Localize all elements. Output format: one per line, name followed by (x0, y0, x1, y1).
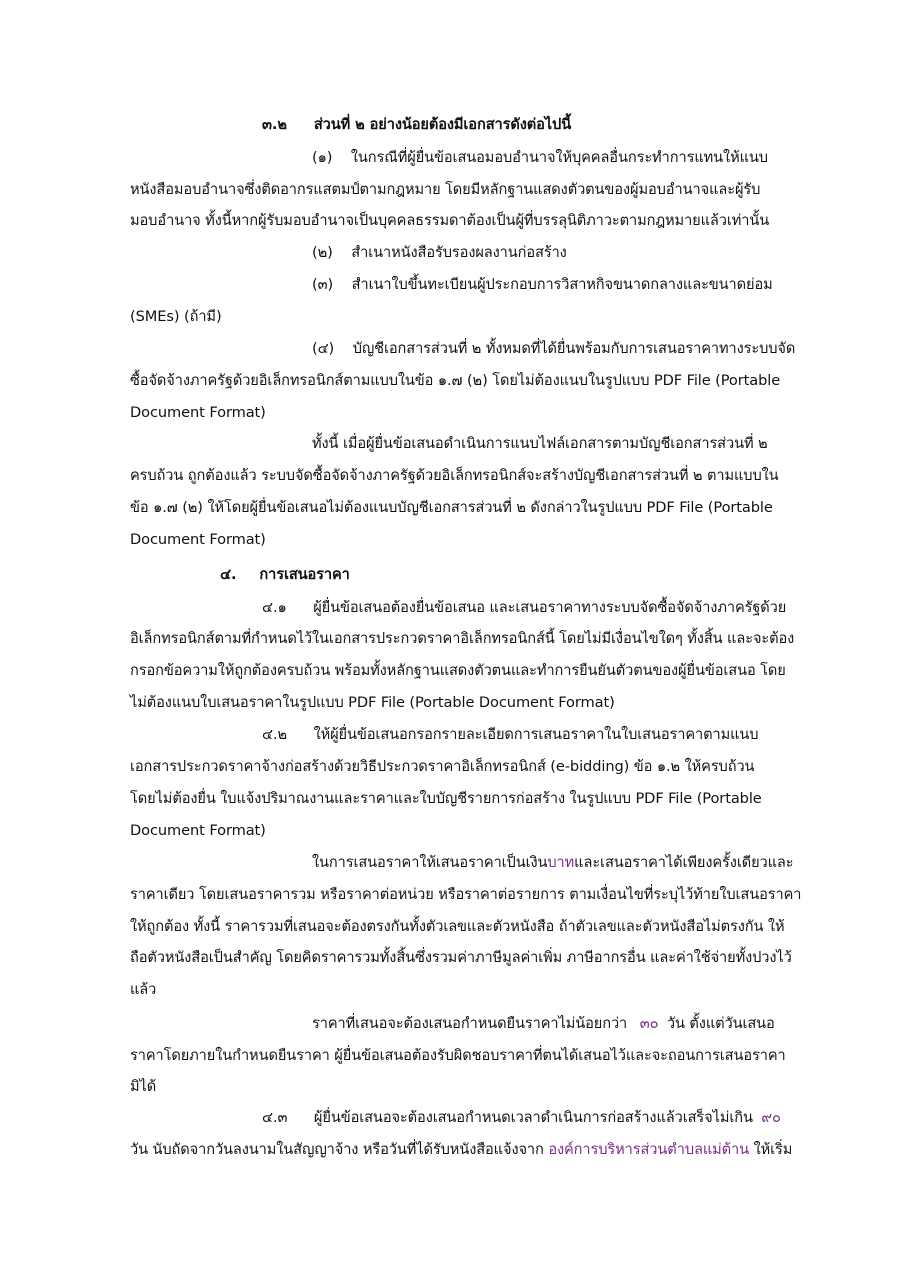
section-title: ส่วนที่ ๒ อย่างน้อยต้องมีเอกสารดังต่อไปนี้ (313, 116, 572, 133)
item-4-line-1: (๔) บัญชีเอกสารส่วนที่ ๒ ทั้งหมดที่ได้ยื่นพร้อมกับการเสนอราคาทางระบบจัด (312, 340, 796, 357)
organization-highlight: องค์การบริหารส่วนตำบลแม่ต้าน (548, 1141, 750, 1158)
note-line-1: ทั้งนี้ เมื่อผู้ยื่นข้อเสนอดำเนินการแนบไฟล์เอกสารตามบัญชีเอกสารส่วนที่ ๒ (312, 435, 768, 452)
para-4-2-line-4: Document Format) (130, 822, 266, 839)
validity-line-2: ราคาโดยภายในกำหนดยืนราคา ผู้ยื่นข้อเสนอต้องรับผิดชอบราคาที่ตนได้เสนอไว้และจะถอนการเสนอราคา (130, 1047, 786, 1064)
validity-line-3: มิได้ (130, 1078, 157, 1095)
item-2: (๒) สำเนาหนังสือรับรองผลงานก่อสร้าง (312, 244, 567, 261)
para-4-3-line-2: วัน นับถัดจากวันลงนามในสัญญาจ้าง หรือวันที่ได้รับหนังสือแจ้งจาก องค์การบริหารส่วนตำบลแม่ต้าน ให้เริ่ม (130, 1141, 793, 1158)
item-3-line-1: (๓) สำเนาใบขึ้นทะเบียนผู้ประกอบการวิสาหกิจขนาดกลางและขนาดย่อม (312, 276, 773, 293)
validity-line-1: ราคาที่เสนอจะต้องเสนอกำหนดยืนราคาไม่น้อยกว่า ๓๐ วัน ตั้งแต่วันเสนอ (312, 1015, 775, 1032)
item-number: (๓) (312, 276, 334, 293)
para-4-2-line-3: โดยไม่ต้องยื่น ใบแจ้งปริมาณงานและราคาและใบบัญชีรายการก่อสร้าง ในรูปแบบ PDF File (Portable (130, 790, 762, 807)
item-4-line-2: ซื้อจัดจ้างภาครัฐด้วยอิเล็กทรอนิกส์ตามแบบในข้อ ๑.๗ (๒) โดยไม่ต้องแนบในรูปแบบ PDF File (Portable (130, 372, 781, 389)
para-4-1-line-1: ๔.๑ ผู้ยื่นข้อเสนอต้องยื่นข้อเสนอ และเสนอราคาทางระบบจัดซื้อจัดจ้างภาครัฐด้วย (262, 599, 787, 616)
para-number: ๔.๑ (262, 599, 287, 616)
section-number: ๓.๒ (262, 116, 287, 133)
item-1-line-1: (๑) ในกรณีที่ผู้ยื่นข้อเสนอมอบอำนาจให้บุคคลอื่นกระทำการแทนให้แนบ (312, 149, 768, 166)
item-number: (๔) (312, 340, 335, 357)
item-1-line-3: มอบอำนาจ ทั้งนี้หากผู้รับมอบอำนาจเป็นบุคคลธรรมดาต้องเป็นผู้ที่บรรลุนิติภาวะตามกฎหมายแล้วเท่านั้น (130, 212, 770, 229)
para-4-2-line-1: ๔.๒ ให้ผู้ยื่นข้อเสนอกรอกรายละเอียดการเสนอราคาในใบเสนอราคาตามแนบ (262, 726, 759, 743)
item-4-line-3: Document Format) (130, 404, 266, 421)
para-4-1-line-4: ไม่ต้องแนบใบเสนอราคาในรูปแบบ PDF File (Portable Document Format) (130, 694, 615, 711)
note-line-2: ครบถ้วน ถูกต้องแล้ว ระบบจัดซื้อจัดจ้างภาครัฐด้วยอิเล็กทรอนิกส์จะสร้างบัญชีเอกสารส่วนที่ ๒ ตามแบบใน (130, 467, 779, 484)
section-heading-3-2 (262, 115, 571, 135)
item-1-line-2: หนังสือมอบอำนาจซึ่งติดอากรแสตมป์ตามกฎหมาย โดยมีหลักฐานแสดงตัวตนของผู้มอบอำนาจและผู้รับ (130, 181, 761, 198)
note-line-3: ข้อ ๑.๗ (๒) ให้โดยผู้ยื่นข้อเสนอไม่ต้องแนบบัญชีเอกสารส่วนที่ ๒ ดังกล่าวในรูปแบบ PDF File (Portable (130, 499, 773, 516)
section-heading-4 (220, 565, 350, 585)
para-4-3-line-1: ๔.๓ ผู้ยื่นข้อเสนอจะต้องเสนอกำหนดเวลาดำเนินการก่อสร้างแล้วเสร็จไม่เกิน ๙๐ (262, 1109, 781, 1126)
section-number: ๔. (220, 566, 237, 583)
validity-days-highlight: ๓๐ (639, 1015, 659, 1032)
para-number: ๔.๒ (262, 726, 288, 743)
section-title: การเสนอราคา (259, 566, 350, 583)
item-3-line-2: (SMEs) (ถ้ามี) (130, 308, 222, 325)
para-4-1-line-3: กรอกข้อความให้ถูกต้องครบถ้วน พร้อมทั้งหลักฐานแสดงตัวตนและทำการยืนยันตัวตนของผู้ยื่นข้อเสนอ โดย (130, 662, 786, 679)
pricing-line-2: ราคาเดียว โดยเสนอราคารวม หรือราคาต่อหน่วย หรือราคาต่อรายการ ตามเงื่อนไขที่ระบุไว้ท้ายใบเสนอราคา (130, 886, 802, 903)
item-number: (๒) (312, 244, 333, 261)
pricing-line-3: ให้ถูกต้อง ทั้งนี้ ราคารวมที่เสนอจะต้องตรงกันทั้งตัวเลขและตัวหนังสือ ถ้าตัวเลขและตัวหนังสือไม่ตรงกัน ให้ (130, 918, 785, 935)
pricing-line-5: แล้ว (130, 981, 157, 998)
currency-highlight: บาท (547, 854, 575, 871)
pricing-line-1: ในการเสนอราคาให้เสนอราคาเป็นเงินบาทและเสนอราคาได้เพียงครั้งเดียวและ (312, 854, 794, 871)
note-line-4: Document Format) (130, 531, 266, 548)
duration-days-highlight: ๙๐ (761, 1109, 781, 1126)
pricing-line-4: ถือตัวหนังสือเป็นสำคัญ โดยคิดราคารวมทั้งสิ้นซึ่งรวมค่าภาษีมูลค่าเพิ่ม ภาษีอากรอื่น และค่าใช้จ่ายทั้งปวงไว้ (130, 949, 792, 966)
item-number: (๑) (312, 149, 333, 166)
para-4-1-line-2: อิเล็กทรอนิกส์ตามที่กำหนดไว้ในเอกสารประกวดราคาอิเล็กทรอนิกส์นี้ โดยไม่มีเงื่อนไขใดๆ ทั้งสิ้น และจะต้อง (130, 630, 795, 647)
para-4-2-line-2: เอกสารประกวดราคาจ้างก่อสร้างด้วยวิธีประกวดราคาอิเล็กทรอนิกส์ (e-bidding) ข้อ ๑.๒ ให้ครบถ้วน (130, 758, 755, 775)
para-number: ๔.๓ (262, 1109, 288, 1126)
